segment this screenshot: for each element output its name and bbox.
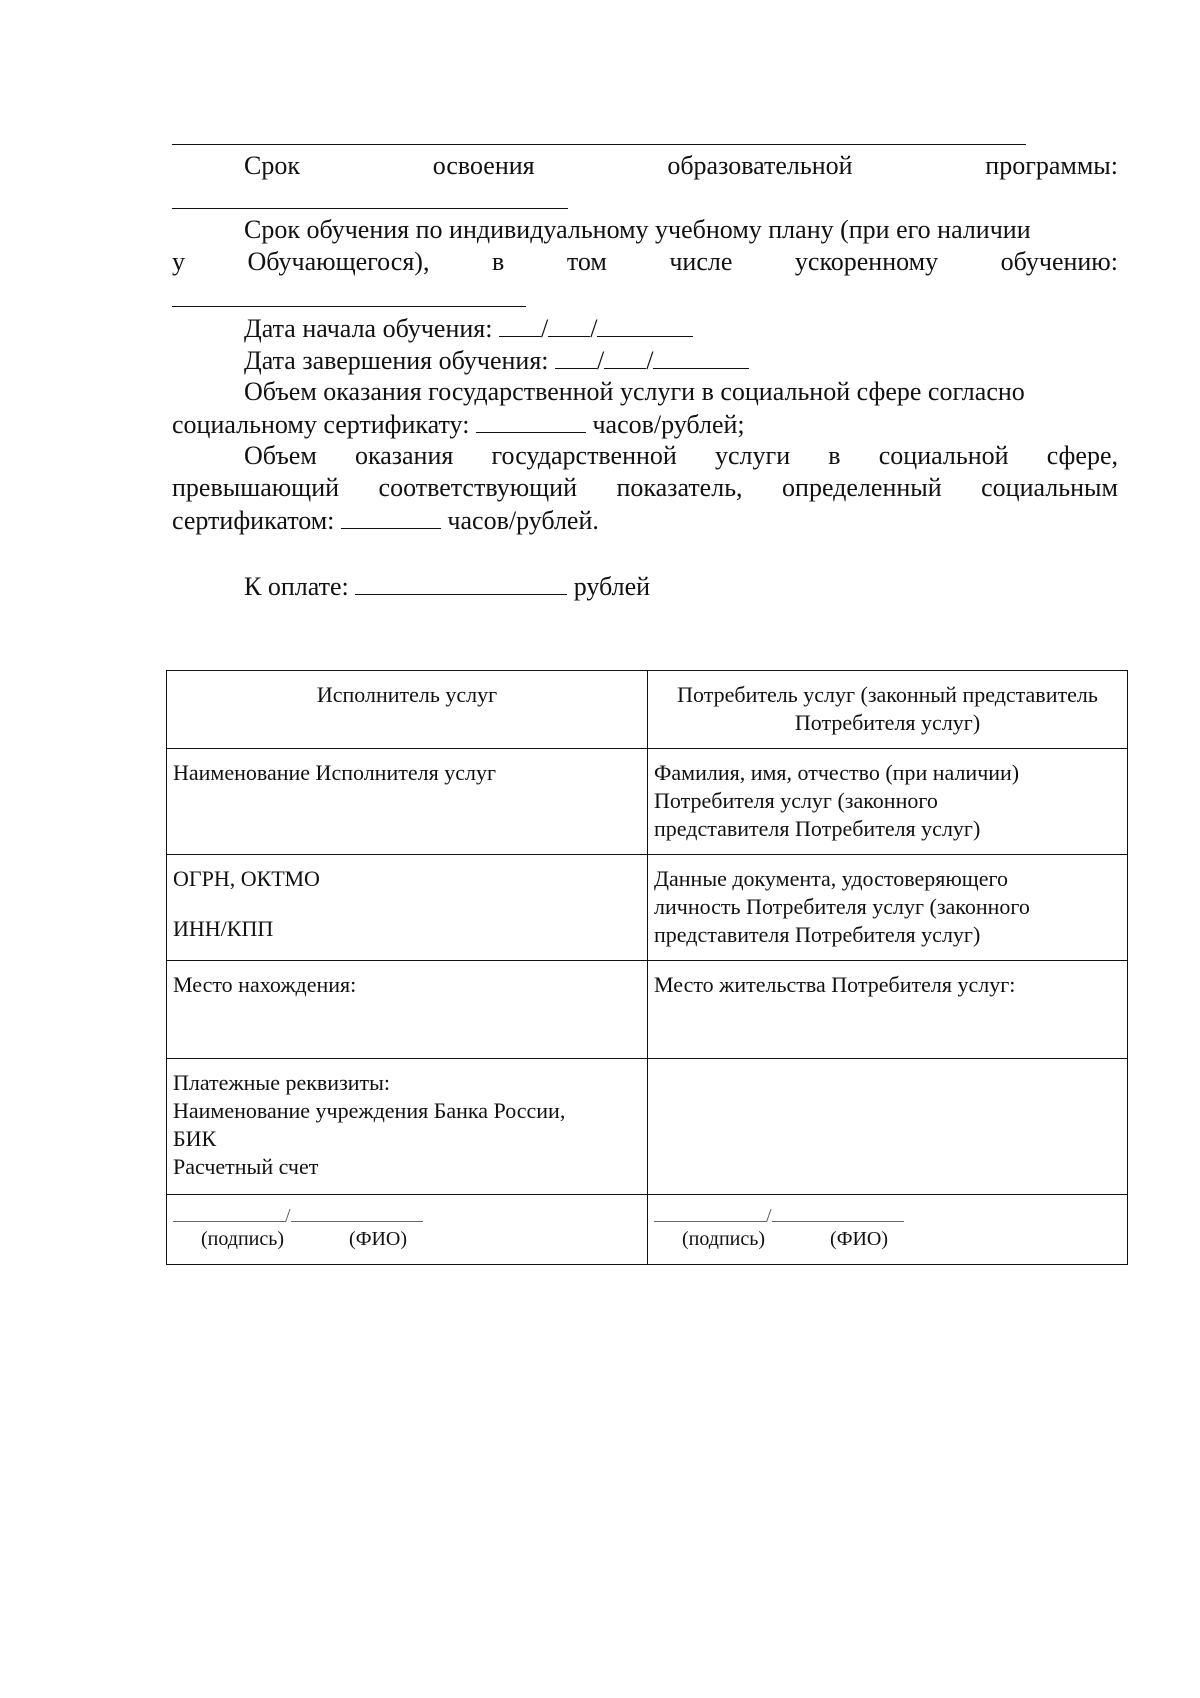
volume2-line-3 [172, 504, 1118, 537]
word: оказания [354, 441, 454, 470]
volume1-hours-blank[interactable] [476, 408, 586, 433]
start-date-label: Дата начала обучения: [244, 314, 493, 343]
consumer-name-line: представителя Потребителя услуг) [654, 816, 981, 841]
word: ускоренному [794, 247, 939, 276]
date-separator: / [540, 314, 549, 343]
consumer-name-line: Фамилия, имя, отчество (при наличии) [654, 760, 1020, 785]
start-date-month-blank[interactable] [548, 312, 590, 337]
executor-header: Исполнитель услуг [316, 682, 498, 707]
word: образовательной [667, 151, 853, 180]
volume1-line-2 [172, 408, 1118, 441]
word: услуги [715, 441, 791, 470]
consumer-residence-label: Место жительства Потребителя услуг: [654, 972, 1016, 997]
word: определенный [782, 473, 942, 502]
consumer-signature-line[interactable] [654, 1205, 1121, 1226]
word: государственной [491, 441, 677, 470]
executor-location-label: Место нахождения: [173, 972, 357, 997]
consumer-name-cell [648, 749, 1128, 855]
executor-signature-line[interactable] [173, 1205, 641, 1226]
name-blank[interactable] [291, 1205, 423, 1222]
executor-ids-cell [167, 855, 648, 961]
end-date-day-blank[interactable] [555, 344, 597, 369]
inn-label: ИНН/КПП [173, 916, 274, 941]
table-row [167, 1059, 1128, 1195]
payment-details-line: Платежные реквизиты: [173, 1070, 391, 1095]
consumer-header-line: Потребителя услуг) [794, 710, 981, 735]
volume1-prefix: социальному сертификату: [172, 410, 470, 439]
table-row [167, 961, 1128, 1059]
name-caption: (ФИО) [349, 1228, 408, 1250]
payment-details-line: Наименование учреждения Банка России, [173, 1098, 566, 1123]
date-separator: / [646, 346, 654, 375]
word: обучению: [1000, 247, 1118, 276]
payment-details-line: Расчетный счет [173, 1154, 319, 1179]
end-date-label: Дата завершения обучения: [244, 346, 549, 375]
signature-blank[interactable] [654, 1205, 766, 1222]
payment-label: К оплате: [244, 572, 349, 601]
payment-details-line: БИК [173, 1126, 217, 1151]
end-date-month-blank[interactable] [604, 344, 646, 369]
executor-location-cell [167, 961, 648, 1059]
word: сфере, [1046, 441, 1118, 470]
executor-header-cell [167, 671, 648, 749]
volume2-suffix: часов/рублей. [447, 506, 599, 535]
signature-caption: (подпись) [201, 1228, 285, 1250]
consumer-residence-cell [648, 961, 1128, 1059]
end-date-line [244, 344, 1118, 377]
program-term-blank[interactable] [172, 208, 568, 209]
payment-amount-blank[interactable] [355, 570, 567, 595]
word: программы: [985, 151, 1118, 180]
table-row [167, 671, 1128, 749]
consumer-doc-line: Данные документа, удостоверяющего [654, 866, 1008, 891]
consumer-signature-cell [648, 1195, 1128, 1265]
consumer-doc-cell [648, 855, 1128, 961]
executor-name-cell [167, 749, 648, 855]
signature-blank[interactable] [173, 1205, 285, 1222]
consumer-header-cell [648, 671, 1128, 749]
word: в [828, 441, 841, 470]
individual-plan-blank[interactable] [172, 306, 526, 307]
consumer-doc-line: представителя Потребителя услуг) [654, 922, 981, 947]
volume2-hours-blank[interactable] [341, 504, 441, 529]
program-term-line [244, 150, 1118, 182]
end-date-year-blank[interactable] [653, 344, 749, 369]
signature-slash: / [285, 1205, 291, 1227]
volume1-suffix: часов/рублей; [592, 410, 745, 439]
word: превышающий [172, 473, 340, 502]
signature-slash: / [766, 1205, 772, 1227]
volume2-line-2 [172, 472, 1118, 504]
executor-signature-captions [173, 1226, 641, 1252]
start-date-day-blank[interactable] [499, 312, 541, 337]
word: том [566, 247, 607, 276]
word: показатель, [616, 473, 743, 502]
start-date-year-blank[interactable] [597, 312, 693, 337]
word: Обучающегося), [247, 247, 430, 276]
word: освоения [432, 151, 535, 180]
table-row [167, 1195, 1128, 1265]
volume1-line-1: Объем оказания государственной услуги в социальной сфере согласно [244, 377, 1025, 406]
word: в [492, 247, 505, 276]
consumer-signature-captions [654, 1226, 1121, 1252]
volume2-prefix: сертификатом: [172, 506, 335, 535]
table-row [167, 749, 1128, 855]
top-rule [172, 144, 1026, 145]
requisites-table [166, 670, 1128, 1265]
name-blank[interactable] [772, 1205, 904, 1222]
word: соответствующий [378, 473, 577, 502]
name-caption: (ФИО) [830, 1228, 889, 1250]
word: Срок [244, 151, 300, 180]
word: социальным [981, 473, 1118, 502]
date-separator: / [590, 314, 598, 343]
signature-caption: (подпись) [682, 1228, 766, 1250]
volume2-line-1 [244, 440, 1118, 472]
date-separator: / [597, 346, 605, 375]
individual-plan-line-1: Срок обучения по индивидуальному учебному плану (при его наличии [244, 215, 1031, 244]
consumer-header-line: Потребитель услуг (законный представитель [677, 682, 1098, 707]
table-row [167, 855, 1128, 961]
word: числе [669, 247, 733, 276]
payment-unit: рублей [573, 572, 651, 601]
individual-plan-line-2 [172, 246, 1118, 278]
ogrn-label: ОГРН, ОКТМО [173, 866, 320, 891]
payment-line [244, 570, 1118, 603]
consumer-doc-line: личность Потребителя услуг (законного [654, 894, 1030, 919]
start-date-line [244, 312, 1118, 345]
empty-cell [648, 1059, 1128, 1195]
word: у [172, 247, 185, 276]
payment-details-cell [167, 1059, 648, 1195]
word: социальной [878, 441, 1009, 470]
consumer-name-line: Потребителя услуг (законного [654, 788, 938, 813]
executor-name-label: Наименование Исполнителя услуг [173, 760, 496, 785]
executor-signature-cell [167, 1195, 648, 1265]
word: Объем [244, 441, 317, 470]
